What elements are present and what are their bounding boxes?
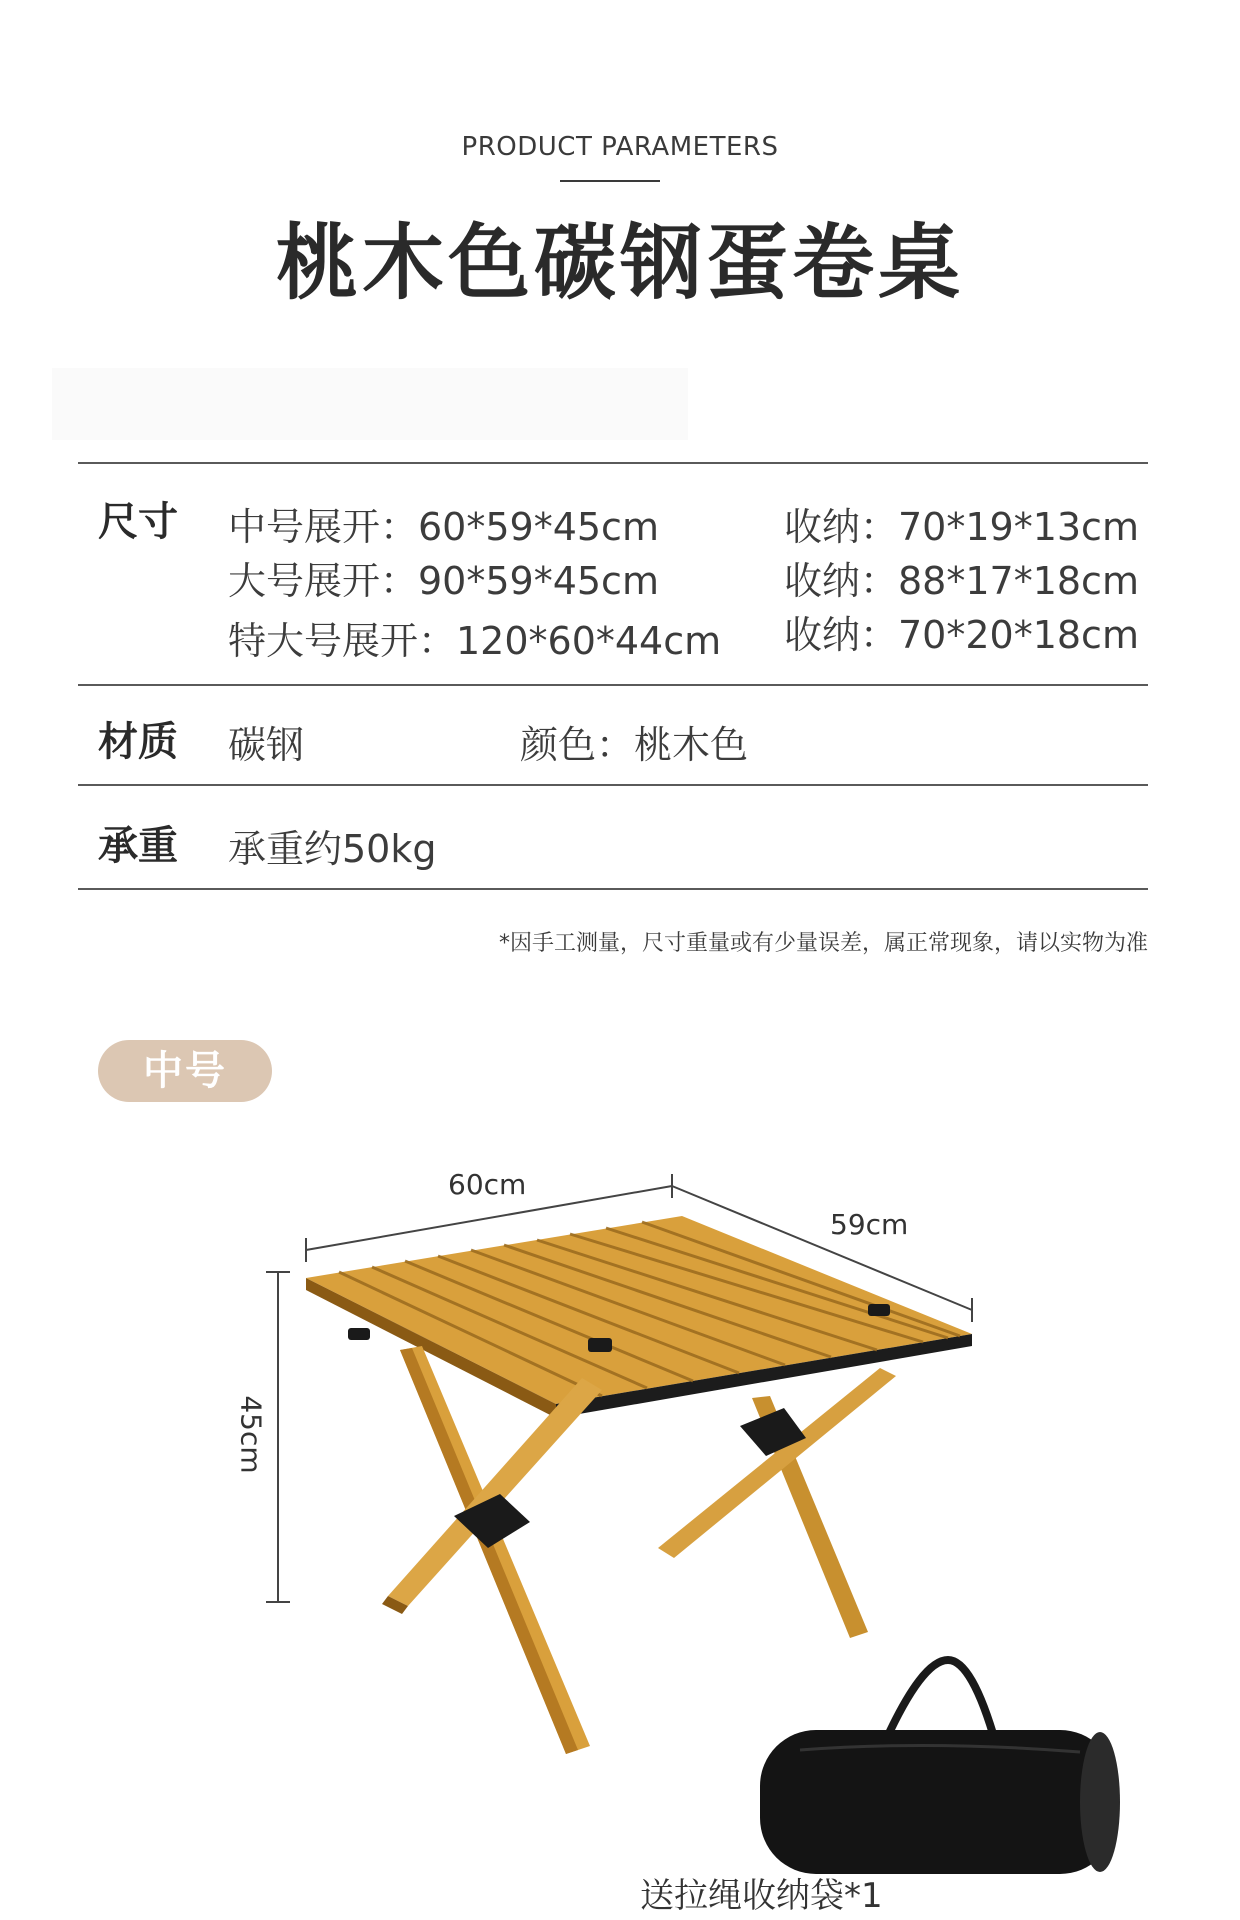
table-divider-top [78, 462, 1148, 464]
front-legs [382, 1346, 602, 1754]
width-dimension-label: 60cm [448, 1168, 527, 1201]
load-label: 承重 [98, 823, 178, 869]
gift-caption: 送拉绳收纳袋*1 [640, 1876, 883, 1916]
size-open-xlarge: 特大号展开：120*60*44cm [228, 619, 722, 663]
size-label: 尺寸 [98, 499, 178, 545]
material-value: 碳钢 [228, 723, 305, 767]
size-badge: 中号 [98, 1040, 272, 1102]
eyebrow-text: PRODUCT PARAMETERS [461, 132, 779, 162]
back-legs [658, 1368, 896, 1638]
eyebrow-divider [560, 180, 660, 182]
faint-banner [52, 368, 688, 440]
size-fold-large: 收纳：88*17*18cm [784, 559, 1139, 603]
page-title: 桃木色碳钢蛋卷桌 [275, 216, 964, 311]
height-dimension-label: 45cm [234, 1395, 268, 1474]
size-open-medium: 中号展开：60*59*45cm [228, 505, 659, 549]
measurement-note: *因手工测量，尺寸重量或有少量误差，属正常现象，请以实物为准 [498, 931, 1148, 956]
table-divider [78, 784, 1148, 786]
storage-bag-icon [760, 1660, 1120, 1874]
color-value: 颜色：桃木色 [520, 723, 749, 767]
size-open-large: 大号展开：90*59*45cm [228, 559, 659, 603]
load-value: 承重约50kg [228, 827, 437, 871]
depth-dimension-label: 59cm [830, 1208, 909, 1241]
size-fold-medium: 收纳：70*19*13cm [784, 505, 1139, 549]
material-label: 材质 [98, 719, 178, 765]
table-divider-bottom [78, 888, 1148, 890]
table-divider [78, 684, 1148, 686]
size-fold-xlarge: 收纳：70*20*18cm [784, 613, 1139, 657]
table-illustration [0, 1150, 1240, 1920]
